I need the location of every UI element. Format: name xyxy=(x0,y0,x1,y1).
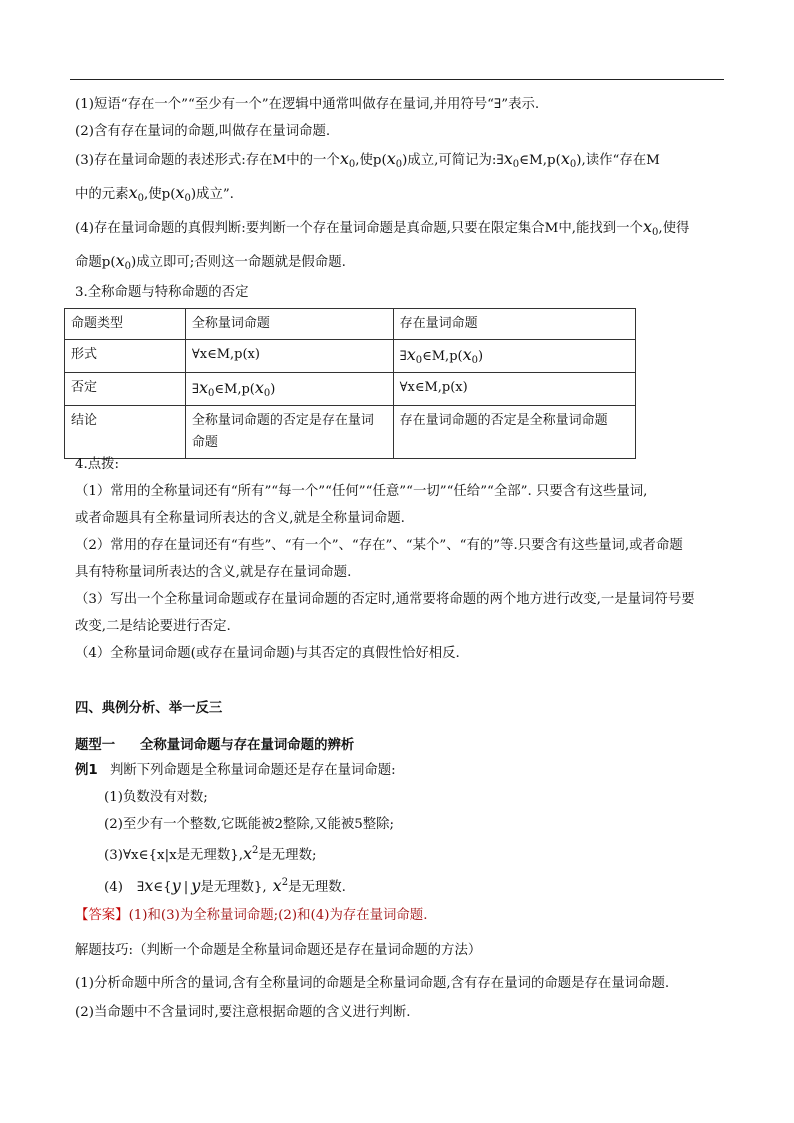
table-cell: 存在量词命题的否定是全称量词命题 xyxy=(393,406,635,459)
table-cell: $\exists x_0\in M,p(x_0)$ xyxy=(185,373,393,406)
list-item: (1)负数没有对数; xyxy=(104,790,208,805)
table-row xyxy=(65,340,636,373)
text-line: (2)含有存在量词的命题,叫做存在量词命题. xyxy=(75,124,331,139)
header-rule xyxy=(70,79,724,80)
list-item: (4) ∃x∈{y | y是无理数}, $x^2$是无理数. xyxy=(104,876,346,895)
text-line: 改变,二是结论要进行否定. xyxy=(75,619,231,634)
negation-table xyxy=(64,308,636,459)
text-line: (2)当命题中不含量词时,要注意根据命题的含义进行判断. xyxy=(75,1005,411,1020)
text-line: （1）常用的全称量词还有“所有”“每一个”“任何”“任意”“一切”“任给”“全部”. 只要含有这些量词, xyxy=(75,484,648,499)
table-cell: $\exists x_0\in M,p(x_0)$ xyxy=(393,340,635,373)
text-line: (1)短语“存在一个”“至少有一个”在逻辑中通常叫做存在量词,并用符号“∃”表示. xyxy=(75,97,540,112)
table-cell: 否定 xyxy=(65,373,186,406)
text-line: 命题$p(x_0)$成立即可;否则这一命题就是假命题. xyxy=(75,251,346,272)
text-line: (3)存在量词命题的表述形式:存在M中的一个$x_0$,使$p(x_0)$成立,可简记为$:\exists x_0\in M,p(x_0)$,读作“存在M xyxy=(75,149,660,170)
section-heading: 3.全称命题与特称命题的否定 xyxy=(75,285,249,300)
table-cell: 结论 xyxy=(65,406,186,459)
type-title: 全称量词命题与存在量词命题的辨析 xyxy=(140,738,355,753)
text-line: 或者命题具有全称量词所表达的含义,就是全称量词命题. xyxy=(75,511,405,526)
table-header: 全称量词命题 xyxy=(185,309,393,340)
text-line: 具有特称量词所表达的含义,就是存在量词命题. xyxy=(75,565,352,580)
answer-line xyxy=(75,907,427,925)
example-line: 例1 判断下列命题是全称量词命题还是存在量词命题: xyxy=(75,763,396,778)
example-label: 例1 xyxy=(75,763,98,778)
list-item: (2)至少有一个整数,它既能被2整除,又能被5整除; xyxy=(104,817,395,832)
text-line: （4）全称量词命题(或存在量词命题)与其否定的真假性恰好相反. xyxy=(75,646,460,661)
text-line: 中的元素$x_0$,使$p(x_0)$成立”. xyxy=(75,183,234,204)
table-row xyxy=(65,373,636,406)
answer-text: (1)和(3)为全称量词命题;(2)和(4)为存在量词命题. xyxy=(128,908,428,923)
text-line: （2）常用的存在量词还有“有些”、“有一个”、“存在”、“某个”、“有的”等.只要含有这些量词,或者命题 xyxy=(75,538,683,553)
table-cell: ∀x∈M,p(x) xyxy=(185,340,393,373)
text-line: (4)存在量词命题的真假判断:要判断一个存在量词命题是真命题,只要在限定集合M中,能找到一个$x_0$,使得 xyxy=(75,217,690,238)
text-line: (1)分析命题中所含的量词,含有全称量词的命题是全称量词命题,含有存在量词的命题是存在量词命题. xyxy=(75,976,670,991)
table-cell: 全称量词命题的否定是存在量词命题 xyxy=(185,406,393,459)
answer-label: 【答案】 xyxy=(75,908,129,923)
table-header: 命题类型 xyxy=(65,309,186,340)
table-row xyxy=(65,309,636,340)
text-line: 解题技巧:（判断一个命题是全称量词命题还是存在量词命题的方法） xyxy=(75,943,482,958)
text-line: （3）写出一个全称量词命题或存在量词命题的否定时,通常要将命题的两个地方进行改变,一是量词符号要 xyxy=(75,592,695,607)
table-cell: ∀x∈M,p(x) xyxy=(393,373,635,406)
table-cell: 形式 xyxy=(65,340,186,373)
list-item: (3)∀x∈{x|x是无理数}$,x^2$是无理数; xyxy=(104,844,317,863)
section-heading: 四、典例分析、举一反三 xyxy=(75,701,223,716)
section-heading: 4.点拨: xyxy=(75,457,120,472)
table-header: 存在量词命题 xyxy=(393,309,635,340)
table-row xyxy=(65,406,636,459)
type-label: 题型一 xyxy=(75,738,116,753)
